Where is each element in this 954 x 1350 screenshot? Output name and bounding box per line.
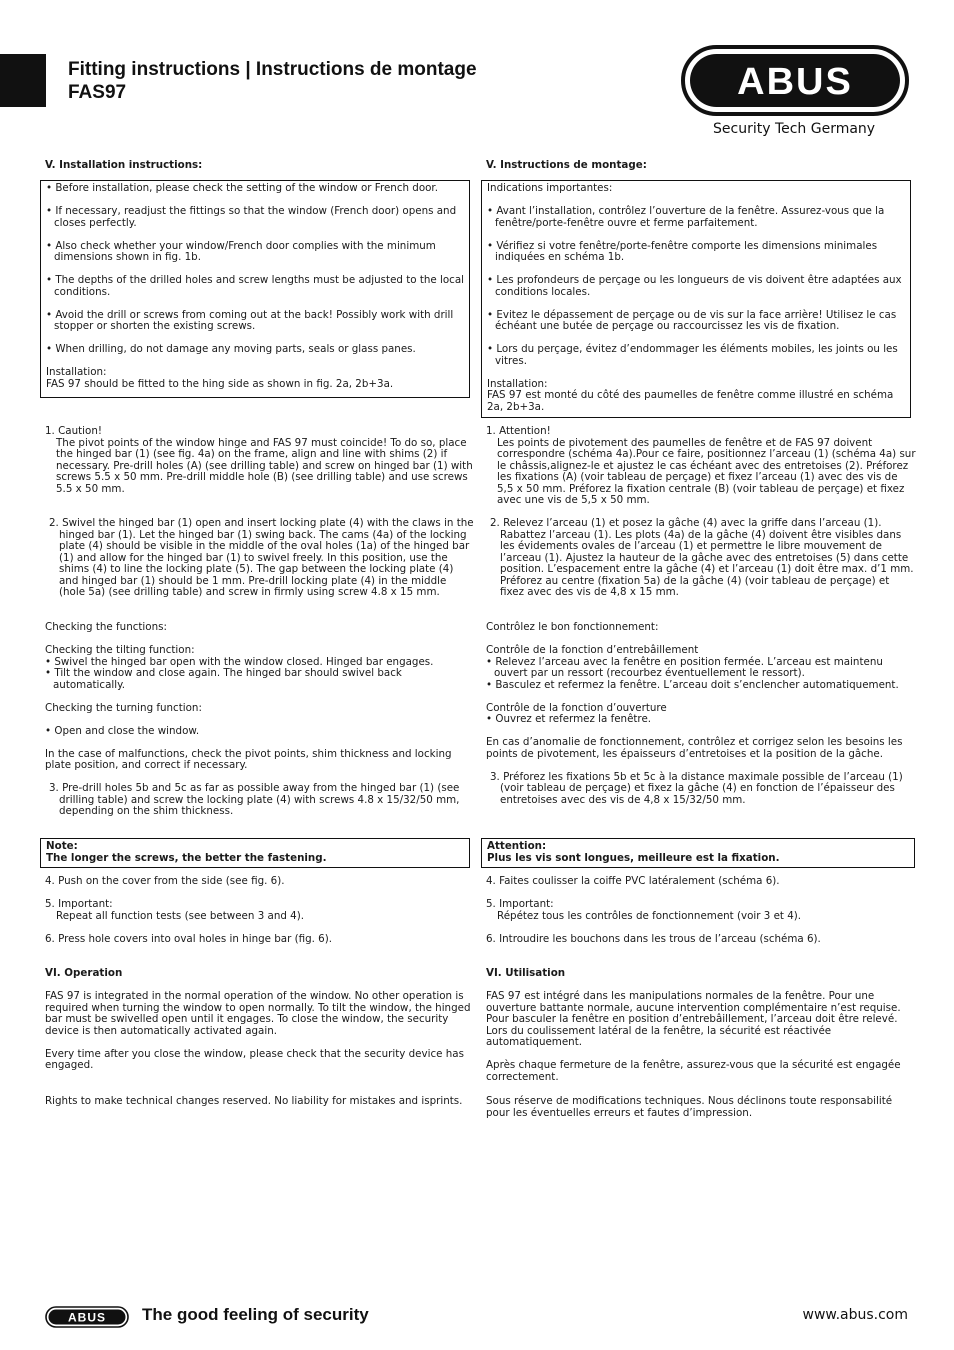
- checking-heading-en: Checking the functions:: [45, 621, 167, 633]
- step-4-text-fr: 4. Faites coulisser la coiffe PVC latéralement (schéma 6).: [486, 875, 780, 887]
- abus-logo-text: ABUS: [737, 61, 853, 103]
- note-box-en: [40, 838, 470, 868]
- step-1-label-fr: 1. Attention!: [486, 425, 551, 437]
- page-title: [68, 58, 477, 104]
- step-6-text-fr: 6. Introudire les bouchons dans les trous de l’arceau (schéma 6).: [486, 932, 821, 945]
- step-1-fr: [481, 426, 916, 507]
- footer-slogan: The good feeling of security: [142, 1305, 369, 1324]
- step-6-text-en: 6. Press hole covers into oval holes in hinge bar (fig. 6).: [45, 932, 333, 945]
- steps-4-6-fr: [481, 876, 916, 945]
- step-2-fr: [481, 518, 916, 599]
- installation-label-en: Installation:: [46, 366, 107, 378]
- note-label-en: Note:: [46, 840, 78, 852]
- steps-4-6-en: [40, 876, 475, 945]
- footer-logo-text: ABUS: [67, 1310, 107, 1325]
- operation-section-fr: [481, 968, 916, 1083]
- abus-logo: [681, 45, 909, 116]
- note-item-fr: • Lors du perçage, évitez d’endommager les éléments mobiles, les joints ou les vitres.: [487, 343, 898, 367]
- step-5-text-en: Repeat all function tests (see between 3 and 4).: [56, 909, 305, 922]
- footer-url: www.abus.com: [802, 1307, 908, 1323]
- operation-text-2-en: Every time after you close the window, please check that the security device has engaged.: [45, 1047, 464, 1071]
- note-item-en: • The depths of the drilled holes and screw lengths must be adjusted to the local conditions.: [46, 274, 464, 298]
- turn-item-fr: • Ouvrez et refermez la fenêtre.: [486, 713, 652, 725]
- important-notes-box-fr: [481, 180, 911, 418]
- note-item-fr: • Avant l’installation, contrôlez l’ouverture de la fenêtre. Assurez-vous que la fenêtre/porte-fenêtre ouvre et ferme parfaitement.: [487, 205, 885, 229]
- operation-section-en: [40, 968, 475, 1072]
- malfunction-text-en: In the case of malfunctions, check the pivot points, shim thickness and locking plate position, and correct if necessary.: [45, 747, 452, 771]
- rights-text-fr: Sous réserve de modifications techniques. Nous déclinons toute responsabilité pour les éventuelles erreurs et fautes d’impression.: [486, 1095, 893, 1119]
- note-box-fr: [481, 838, 915, 868]
- tilt-title-en: Checking the tilting function:: [45, 644, 195, 656]
- step-1-en: [40, 426, 475, 495]
- rights-text-en: Rights to make technical changes reserved. No liability for mistakes and isprints.: [45, 1095, 463, 1107]
- section-vi-title-en: VI. Operation: [45, 967, 123, 979]
- note-item-en: • Avoid the drill or screws from coming out at the back! Possibly work with drill stopper or shorten the existing screws.: [46, 308, 454, 332]
- step-5-label-en: 5. Important:: [45, 898, 113, 910]
- installation-label-fr: Installation:: [487, 377, 548, 390]
- operation-text-1-en: FAS 97 is integrated in the normal operation of the window. No other operation is required when turning the window to open normally. To tilt the window, the hinged bar must be swivelled open until it engages. To close the window, the security device is then automatically activated again.: [45, 990, 471, 1037]
- turn-item-en: • Open and close the window.: [45, 724, 200, 737]
- note-item-fr: • Les profondeurs de perçage ou les longueurs de vis doivent être adaptées aux conditions locales.: [487, 274, 902, 298]
- step-5-label-fr: 5. Important:: [486, 898, 554, 910]
- note-item-fr: • Vérifiez si votre fenêtre/porte-fenêtre comporte les dimensions minimales indiquées en schéma 1b.: [487, 239, 878, 263]
- installation-text-fr: FAS 97 est monté du côté des paumelles de fenêtre comme illustré en schéma 2a, 2b+3a.: [487, 389, 894, 413]
- step-2-en: [40, 518, 475, 599]
- step-1-text-fr: Les points de pivotement des paumelles de fenêtre et de FAS 97 doivent correspondre (schéma 4a).Pour ce faire, positionnez l’arceau (1) (schéma 4a) sur le châssis,alignez-le et ajustez le cas échéant avec des entretoises (2). Préforez les fixations (A) (voir tableau de perçage) et fixez l’arceau (1) avec des vis de 5,5 x 50 mm. Préforez la fixation centrale (B) (voir tableau de perçage) et fixez avec une vis de 5,5 x 50 mm.: [497, 436, 916, 506]
- note-item-fr: • Evitez le dépassement de perçage ou de vis sur la face arrière! Utilisez le cas échéant une butée de perçage ou raccourcissez les vis de fixation.: [487, 308, 897, 332]
- title-line-2: FAS97: [68, 82, 127, 103]
- note-item-en: • If necessary, readjust the fittings so that the window (French door) opens and closes perfectly.: [46, 205, 457, 229]
- step-1-label-en: 1. Caution!: [45, 425, 102, 437]
- intro-fr: Indications importantes:: [487, 182, 613, 194]
- step-1-text-en: The pivot points of the window hinge and FAS 97 must coincide! To do so, place the hinged bar (1) (see fig. 4a) on the frame, align and line with shims (2) if necessary. Pre-drill holes (A) (see drilling table) and screw on hinged bar (1) with screws 5.5 x 50 mm. Pre-drill middle hole (B) (see drilling table) and use screws 5.5 x 50 mm.: [56, 436, 473, 495]
- section-vi-title-fr: VI. Utilisation: [486, 967, 566, 979]
- tilt-item-fr: • Relevez l’arceau avec la fenêtre en position fermée. L’arceau est maintenu ouvert par un ressort (recourbez éventuellement le ressort).: [486, 655, 883, 679]
- section-v-title-fr: V. Instructions de montage:: [486, 159, 647, 171]
- malfunction-text-fr: En cas d’anomalie de fonctionnement, contrôlez et corrigez selon les besoins les points de pivotement, les épaisseurs d’entretoises et la position de la gâche.: [486, 736, 903, 760]
- note-item-en: • Also check whether your window/French door complies with the minimum dimensions shown in fig. 1b.: [46, 239, 436, 263]
- note-item-en: • When drilling, do not damage any moving parts, seals or glass panes.: [46, 343, 416, 355]
- step-2-text-fr: 2. Relevez l’arceau (1) et posez la gâche (4) avec la griffe dans l’arceau (1). Rabattez l’arceau (1). Les plots (4a) de la gâche (4) doivent être visibles dans les évidements ovales de l’arceau (1) et permettre le libre mouvement de l’arceau (1). Ajustez la hauteur de la gâche avec des entretoises (5) dans cette position. L’espacement entre la gâche (4) et l’arceau (1) doit être max. d’1 mm. Préforez au centre (fixation 5a) de la gâche (4) (voir tableau de perçage) et fixez avec des vis de 4,8 x 15 mm.: [490, 517, 914, 598]
- tilt-title-fr: Contrôle de la fonction d’entrebâillement: [486, 644, 699, 656]
- checking-functions-fr: [481, 622, 916, 806]
- turn-title-fr: Contrôle de la fonction d’ouverture: [486, 701, 667, 714]
- tilt-item-fr: • Basculez et refermez la fenêtre. L’arceau doit s’enclencher automatiquement.: [486, 678, 899, 691]
- note-text-en: The longer the screws, the better the fastening.: [46, 851, 327, 864]
- section-v-title-en: V. Installation instructions:: [45, 159, 203, 171]
- operation-text-2-fr: Après chaque fermeture de la fenêtre, assurez-vous que la sécurité est engagée correctement.: [486, 1059, 901, 1083]
- tilt-item-en: • Tilt the window and close again. The hinged bar should swivel back automatically.: [45, 667, 402, 691]
- step-4-text-en: 4. Push on the cover from the side (see fig. 6).: [45, 875, 285, 887]
- step-3-text-fr: 3. Préforez les fixations 5b et 5c à la distance maximale possible de l’arceau (1) (voir tableau de perçage) et fixez la gâche (4) en fonction de l’épaisseur des entretoises avec des vis de 4,8 x 15/32/50 mm.: [490, 770, 903, 806]
- installation-text-en: FAS 97 should be fitted to the hing side as shown in fig. 2a, 2b+3a.: [46, 377, 394, 390]
- title-line-1: Fitting instructions | Instructions de montage: [68, 59, 477, 80]
- note-item-en: • Before installation, please check the setting of the window or French door.: [46, 182, 438, 194]
- operation-text-1-fr: FAS 97 est intégré dans les manipulations normales de la fenêtre. Pour une ouverture battante normale, aucune intervention complémentaire n’est requise. Pour basculer la fenêtre en position d’entrebâillement, l’arceau doit être relevé. Lors du coulissement latéral de la fenêtre, la sécurité est réactivée automatiquement.: [486, 990, 901, 1048]
- step-2-text-en: 2. Swivel the hinged bar (1) open and insert locking plate (4) with the claws in the hinged bar (1). Let the hinged bar (1) swing back. The cams (4a) of the locking plate (4) should be visible in the middle of the oval holes (1a) of the hinged bar (1) and allow for the hinged bar (1) to swivel freely. In this position, use the shims (4) to line the locking plate (5). The gap between the locking plate (4) and hinged bar (1) should be 1 mm. Pre-drill locking plate (4) in the middle (hole 5a) (see drilling table) and screw in firmly using screw 4.8 x 15 mm.: [49, 517, 474, 598]
- checking-functions-en: [40, 622, 475, 818]
- step-3-text-en: 3. Pre-drill holes 5b and 5c as far as possible away from the hinged bar (1) (see drilling table) and screw the locking plate (4) with screws 4.8 x 15/32/50 mm, depending on the shim thickness.: [49, 782, 460, 817]
- turn-title-en: Checking the turning function:: [45, 701, 202, 714]
- black-edge-tab: [0, 54, 46, 107]
- note-label-fr: Attention:: [487, 840, 547, 852]
- checking-heading-fr: Contrôlez le bon fonctionnement:: [486, 621, 659, 633]
- footer-abus-logo: [45, 1306, 129, 1328]
- tagline: Security Tech Germany: [713, 121, 876, 137]
- tilt-item-en: • Swivel the hinged bar open with the window closed. Hinged bar engages.: [45, 655, 434, 668]
- step-5-text-fr: Répétez tous les contrôles de fonctionnement (voir 3 et 4).: [497, 909, 802, 922]
- note-text-fr: Plus les vis sont longues, meilleure est la fixation.: [487, 851, 780, 864]
- important-notes-box-en: [40, 180, 470, 398]
